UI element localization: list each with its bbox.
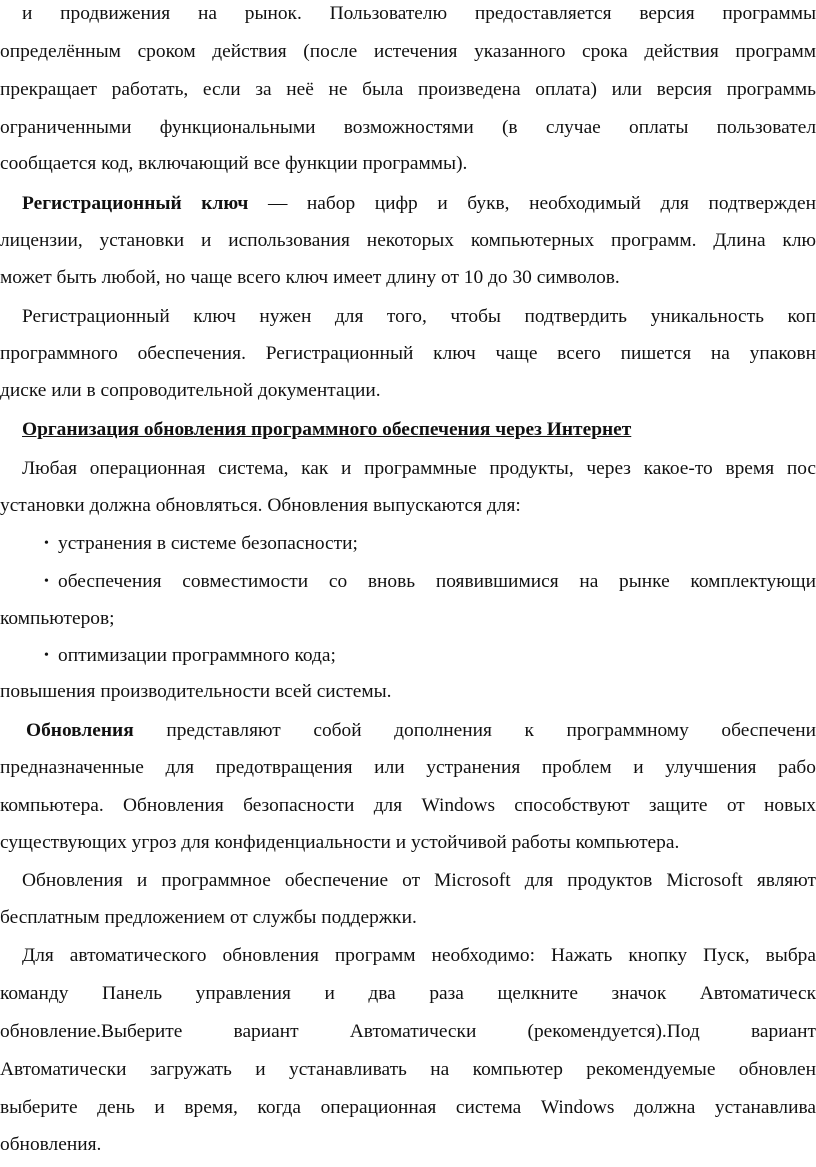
paragraph-line: сообщается код, включающий все функции программы). [0, 153, 468, 174]
paragraph-line: обновления. [0, 1134, 102, 1155]
paragraph-line: существующих угроз для конфиденциальности и устойчивой работы компьютера. [0, 832, 680, 853]
paragraph-line: компьютеров; [0, 608, 115, 629]
paragraph-line: компьютера. Обновления безопасности для Windows способствуют защите от новых [0, 795, 816, 816]
list-item-text: обеспечения совместимости со вновь появившимися на рынке комплектующи [58, 571, 816, 592]
paragraph-line: Обновления и программное обеспечение от Microsoft для продуктов Microsoft являют [22, 870, 816, 891]
paragraph-line: лицензии, установки и использования некоторых компьютерных программ. Длина клю [0, 230, 816, 251]
term-updates: Обновления [26, 720, 134, 741]
list-item [0, 532, 816, 556]
paragraph-line: Любая операционная система, как и программные продукты, через какое-то время пос [22, 458, 816, 479]
paragraph-line: программного обеспечения. Регистрационный ключ чаще всего пишется на упаковн [0, 343, 816, 364]
paragraph-line [0, 192, 816, 216]
paragraph-line: Для автоматического обновления программ необходимо: Нажать кнопку Пуск, выбра [22, 945, 816, 966]
paragraph-line: ограниченными функциональными возможностями (в случае оплаты пользовател [0, 117, 816, 138]
paragraph-line: может быть любой, но чаще всего ключ имеет длину от 10 до 30 символов. [0, 267, 620, 288]
bullet-icon: • [44, 648, 49, 663]
paragraph-line: прекращает работать, если за неё не была произведена оплата) или версия программь [0, 79, 816, 100]
paragraph-line: команду Панель управления и два раза щелкните значок Автоматическ [0, 983, 816, 1004]
paragraph-line: Регистрационный ключ нужен для того, чтобы подтвердить уникальность коп [22, 306, 816, 327]
paragraph-line: предназначенные для предотвращения или устранения проблем и улучшения рабо [0, 757, 816, 778]
definition-text: представляют собой дополнения к программному обеспечени [133, 720, 816, 741]
paragraph-line: повышения производительности всей системы. [0, 681, 392, 702]
paragraph-line: бесплатным предложением от службы поддержки. [0, 907, 417, 928]
term-registration-key: Регистрационный ключ [22, 193, 249, 214]
paragraph-line: выберите день и время, когда операционная система Windows должна устанавлива [0, 1097, 816, 1118]
paragraph-line: определённым сроком действия (после истечения указанного срока действия программ [0, 41, 816, 62]
list-item [0, 644, 816, 668]
paragraph-line: обновление.Выберите вариант Автоматически (рекомендуется).Под вариант [0, 1021, 816, 1042]
paragraph-line: Автоматически загружать и устанавливать на компьютер рекомендуемые обновлен [0, 1059, 816, 1080]
bullet-icon: • [44, 536, 49, 551]
paragraph-line: диске или в сопроводительной документации. [0, 380, 381, 401]
list-item-text: оптимизации программного кода; [58, 645, 336, 666]
paragraph-line: установки должна обновляться. Обновления выпускаются для: [0, 495, 521, 516]
section-heading: Организация обновления программного обеспечения через Интернет [22, 419, 632, 440]
list-item [0, 570, 816, 594]
paragraph-line [0, 719, 816, 743]
bullet-icon: • [44, 574, 49, 589]
list-item-text: устранения в системе безопасности; [58, 533, 358, 554]
definition-text: — набор цифр и букв, необходимый для подтвержден [248, 193, 816, 214]
paragraph-line: и продвижения на рынок. Пользователю предоставляется версия программы [22, 3, 816, 24]
